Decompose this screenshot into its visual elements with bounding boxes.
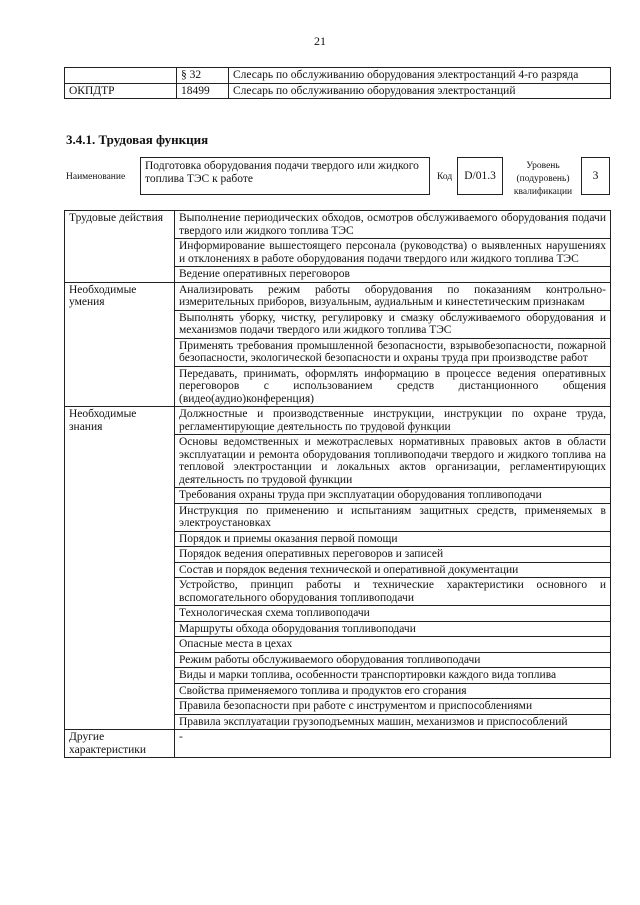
table-row xyxy=(65,68,611,84)
group-item: Режим работы обслуживаемого оборудования топливоподачи xyxy=(175,652,611,668)
group-item: Устройство, принцип работы и технические характеристики основного и вспомогательного оборудования топливоподачи xyxy=(175,578,611,606)
function-name-box: Подготовка оборудования подачи твердого или жидкого топлива ТЭС к работе xyxy=(140,157,430,195)
group-title: Трудовые действия xyxy=(65,211,175,283)
group-item: Выполнение периодических обходов, осмотров обслуживаемого оборудования подачи твердого или жидкого топлива ТЭС xyxy=(175,211,611,239)
group-item: Анализировать режим работы оборудования по показаниям контрольно-измерительных приборов, визуальным, аудиальным и кинестетическим признакам xyxy=(175,282,611,310)
table-row xyxy=(65,730,611,758)
group-item: Виды и марки топлива, особенности транспортировки каждого вида топлива xyxy=(175,668,611,684)
group-item: Состав и порядок ведения технической и оперативной документации xyxy=(175,562,611,578)
group-item: Опасные места в цехах xyxy=(175,637,611,653)
table-row xyxy=(65,83,611,99)
group-title: Другие характеристики xyxy=(65,730,175,758)
group-item: Порядок ведения оперативных переговоров и записей xyxy=(175,547,611,563)
table-cell: Слесарь по обслуживанию оборудования электростанций xyxy=(229,83,611,99)
name-label: Наименование xyxy=(66,172,126,182)
group-item: Информирование вышестоящего персонала (руководства) о выявленных нарушениях и отклонениях в работе оборудования подачи твердого или жидкого топлива ТЭС xyxy=(175,239,611,267)
table-row xyxy=(65,211,611,239)
group-item: Маршруты обхода оборудования топливоподачи xyxy=(175,621,611,637)
table-cell xyxy=(65,68,177,84)
group-item: Передавать, принимать, оформлять информацию в процессе ведения оперативных переговоров с использованием средств дистанционного общения (видео(аудио)конференция) xyxy=(175,366,611,407)
group-item: Технологическая схема топливоподачи xyxy=(175,606,611,622)
group-item: Требования охраны труда при эксплуатации оборудования топливоподачи xyxy=(175,488,611,504)
group-item: Инструкция по применению и испытаниям защитных средств, применяемых в электроустановках xyxy=(175,503,611,531)
level-label: Уровень (подуровень) квалификации xyxy=(513,161,573,197)
group-item: Свойства применяемого топлива и продуктов его сгорания xyxy=(175,683,611,699)
group-item: Основы ведомственных и межотраслевых нормативных правовых актов в области эксплуатации и ремонта оборудования топливоподачи твердого и жидкого топлива на тепловой электростанции и локальных актов организации, регламентирующих деятельность по трудовой функции xyxy=(175,435,611,488)
group-title: Необходимые умения xyxy=(65,282,175,407)
group-title: Необходимые знания xyxy=(65,407,175,730)
code-label: Код xyxy=(437,172,453,182)
page-number: 21 xyxy=(314,34,326,48)
table-row xyxy=(65,407,611,435)
group-item: Должностные и производственные инструкции, инструкции по охране труда, регламентирующие деятельность по трудовой функции xyxy=(175,407,611,435)
section-title: 3.4.1. Трудовая функция xyxy=(66,132,209,147)
table-row xyxy=(65,282,611,310)
group-item: Порядок и приемы оказания первой помощи xyxy=(175,531,611,547)
group-item: Применять требования промышленной безопасности, взрывобезопасности, пожарной безопасности, экологической безопасности и охраны труда при производстве работ xyxy=(175,338,611,366)
table-cell: 18499 xyxy=(177,83,229,99)
group-item: - xyxy=(175,730,611,758)
table-cell: ОКПДТР xyxy=(65,83,177,99)
group-item: Выполнять уборку, чистку, регулировку и смазку обслуживаемого оборудования и механизмов подачи твердого или жидкого топлива ТЭС xyxy=(175,310,611,338)
table-cell: Слесарь по обслуживанию оборудования электростанций 4-го разряда xyxy=(229,68,611,84)
code-box: D/01.3 xyxy=(457,157,503,195)
group-item: Правила безопасности при работе с инструментом и приспособлениями xyxy=(175,699,611,715)
group-item: Правила эксплуатации грузоподъемных машин, механизмов и приспособлений xyxy=(175,714,611,730)
group-item: Ведение оперативных переговоров xyxy=(175,267,611,283)
function-table xyxy=(64,210,611,758)
table-cell: § 32 xyxy=(177,68,229,84)
level-box: 3 xyxy=(581,157,610,195)
okz-okpdtr-table xyxy=(64,67,611,99)
